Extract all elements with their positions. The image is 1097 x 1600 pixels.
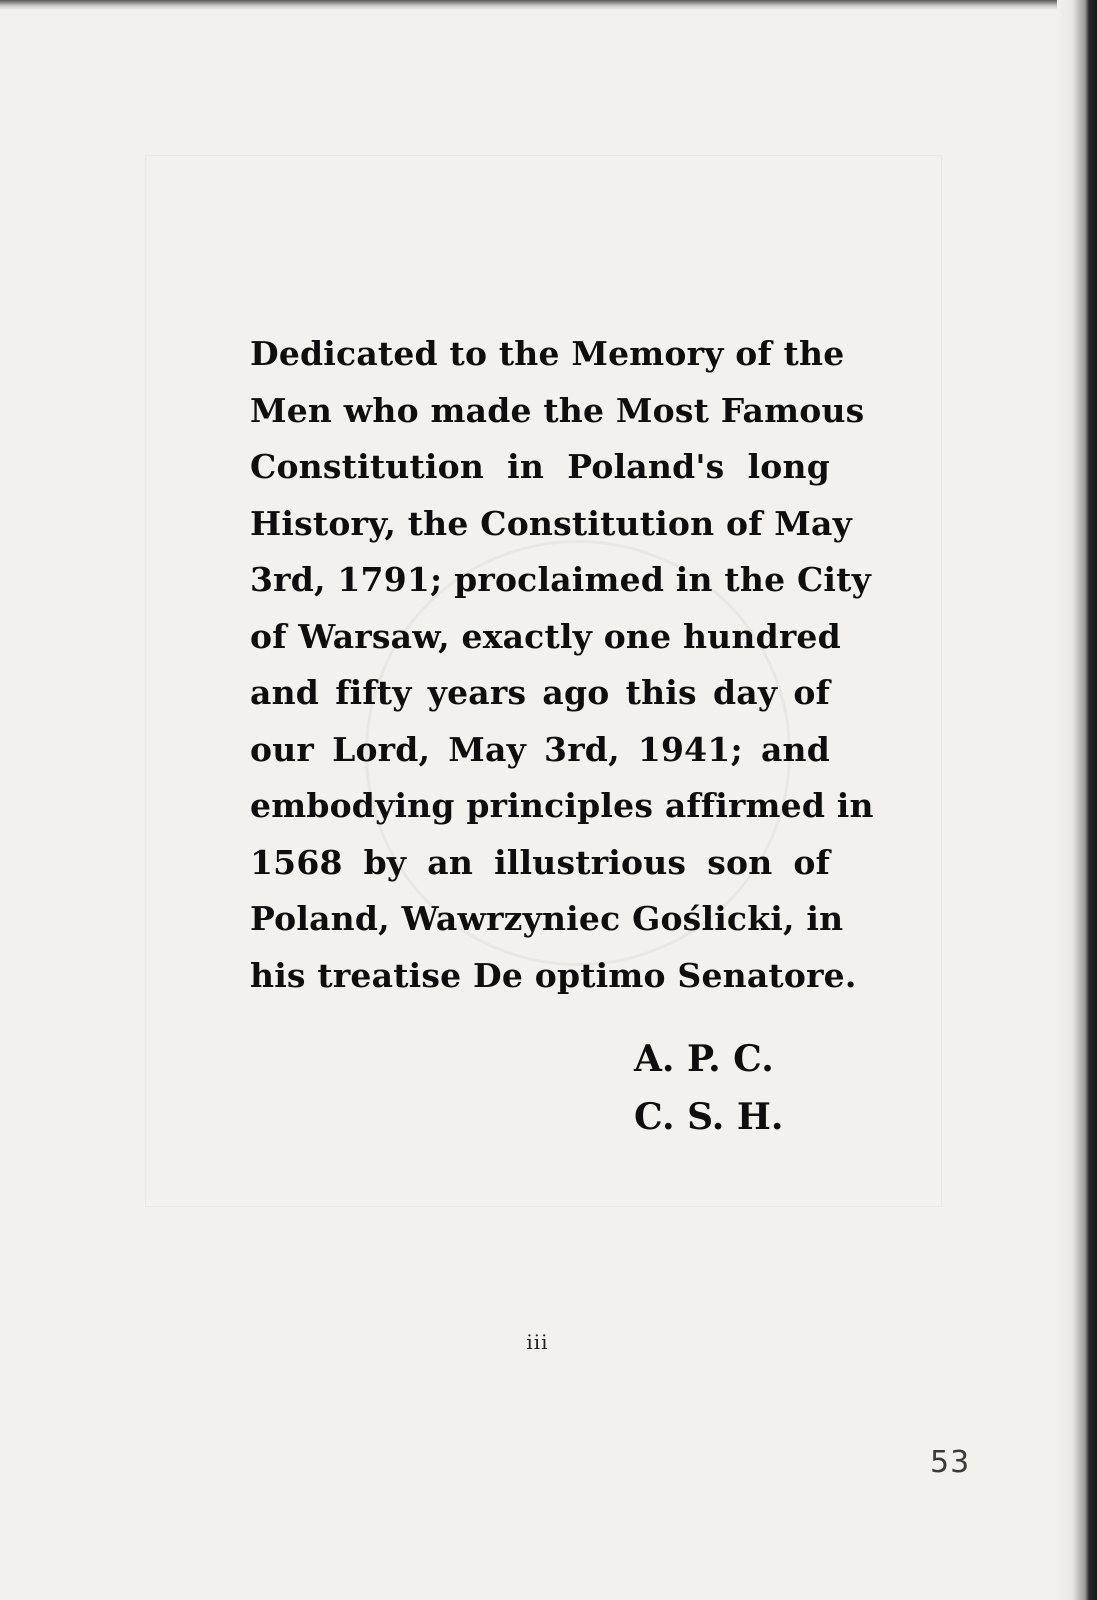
- dedication-text: [250, 326, 874, 1004]
- dedication-line: embodying principles affirmed in: [250, 786, 874, 825]
- page-top-edge: [0, 0, 1097, 10]
- dedication-line: 3rd, 1791; proclaimed in the City: [250, 560, 871, 599]
- signature-initials-line: A. P. C.: [634, 1038, 774, 1080]
- dedication-line: and fifty years ago this day of: [250, 673, 830, 712]
- page-binding-edge: [1057, 0, 1097, 1600]
- dedication-line: our Lord, May 3rd, 1941; and: [250, 729, 830, 769]
- dedication-line: his treatise De optimo Senatore.: [250, 955, 857, 995]
- dedication-line: Men who made the Most Famous: [250, 390, 865, 430]
- signature-initials: [634, 1030, 794, 1146]
- dedication-line: History, the Constitution of May: [250, 503, 852, 543]
- dedication-line: Dedicated to the Memory of the: [250, 334, 845, 373]
- handwritten-archive-number: 53: [930, 1445, 971, 1480]
- dedication-line: of Warsaw, exactly one hundred: [250, 616, 841, 656]
- page-number: iii: [526, 1330, 549, 1354]
- dedication-line: Poland, Wawrzyniec Goślicki, in: [250, 899, 844, 938]
- dedication-line: 1568 by an illustrious son of: [250, 842, 830, 882]
- signature-initials-line: C. S. H.: [634, 1096, 784, 1138]
- dedication-line: Constitution in Poland's long: [250, 447, 830, 486]
